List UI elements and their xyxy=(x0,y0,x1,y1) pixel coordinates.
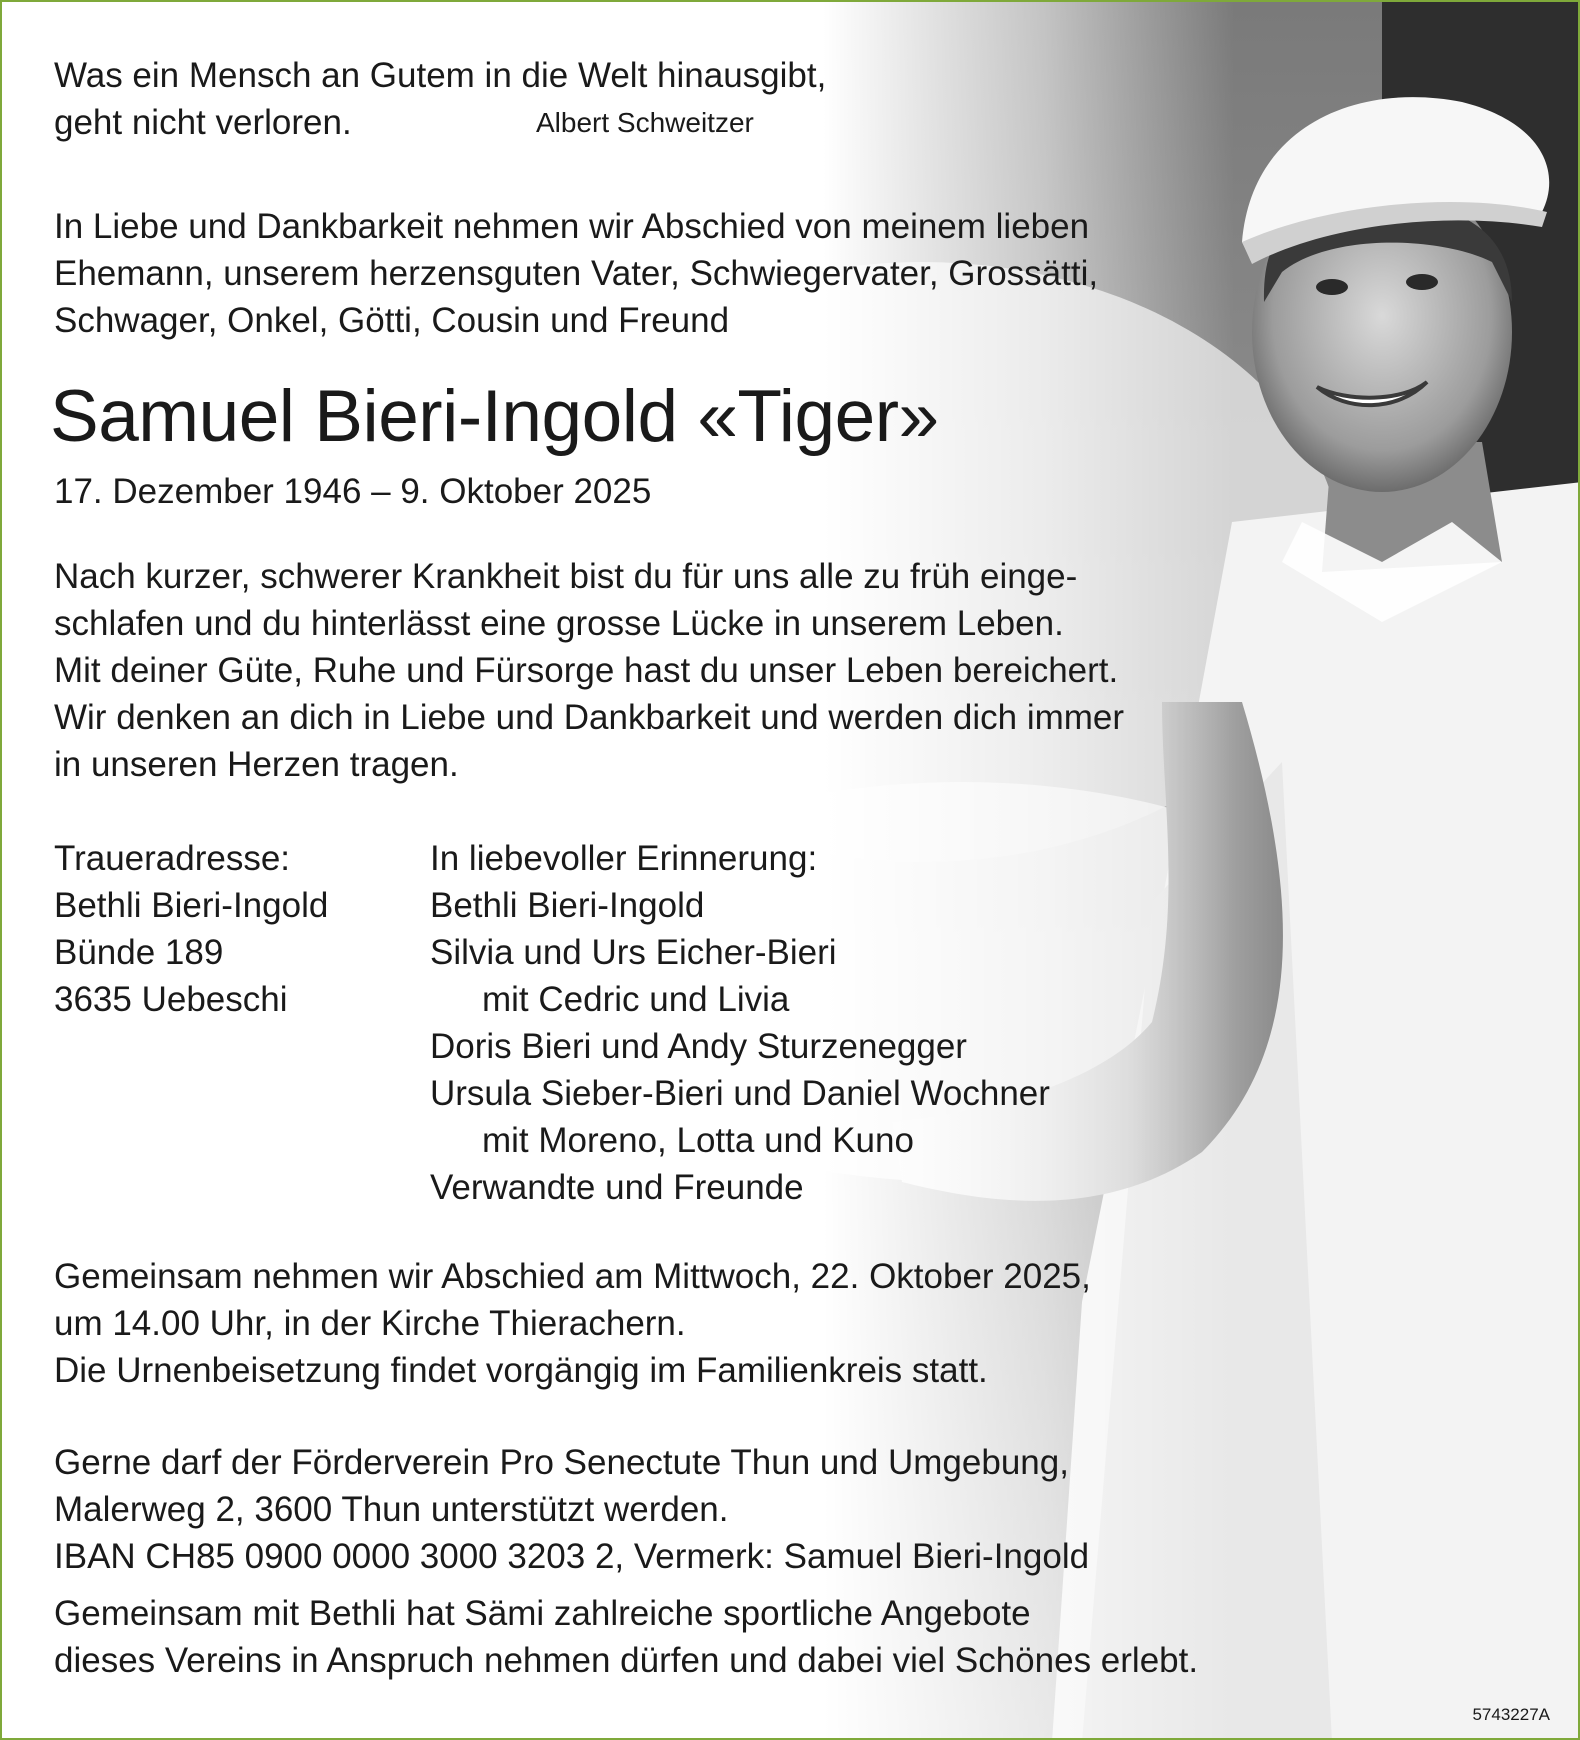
mourner-line: Verwandte und Freunde xyxy=(430,1168,804,1207)
mourner-line: mit Moreno, Lotta und Kuno xyxy=(482,1121,914,1160)
mourner-line: Bethli Bieri-Ingold xyxy=(430,886,705,925)
life-dates: 17. Dezember 1946 – 9. Oktober 2025 xyxy=(54,472,652,511)
tribute-line: in unseren Herzen tragen. xyxy=(54,745,459,784)
donation-line: IBAN CH85 0900 0000 3000 3203 2, Vermerk: Samuel Bieri-Ingold xyxy=(54,1537,1090,1576)
service-info xyxy=(54,1253,1091,1394)
closing-line: Gemeinsam mit Bethli hat Sämi zahlreiche sportliche Angebote xyxy=(54,1594,1031,1633)
mourners-heading: In liebevoller Erinnerung: xyxy=(430,839,818,878)
address-heading: Traueradresse: xyxy=(54,839,291,878)
service-line: Die Urnenbeisetzung findet vorgängig im Familienkreis statt. xyxy=(54,1351,988,1390)
quote-line: geht nicht verloren. xyxy=(54,103,352,142)
intro-line: Ehemann, unserem herzensguten Vater, Schwiegervater, Grossätti, xyxy=(54,254,1099,293)
intro-text xyxy=(54,203,1098,344)
obituary-text xyxy=(2,2,1580,1740)
donation-line: Gerne darf der Förderverein Pro Senectute Thun und Umgebung, xyxy=(54,1443,1069,1482)
address-line: Bünde 189 xyxy=(54,933,224,972)
closing-text xyxy=(54,1590,1198,1684)
reference-number: 5743227A xyxy=(1472,1705,1550,1724)
closing-line: dieses Vereins in Anspruch nehmen dürfen und dabei viel Schönes erlebt. xyxy=(54,1641,1199,1680)
donation-line: Malerweg 2, 3600 Thun unterstützt werden. xyxy=(54,1490,729,1529)
intro-line: Schwager, Onkel, Götti, Cousin und Freund xyxy=(54,301,730,340)
mourners-list xyxy=(430,835,1050,1211)
tribute-line: Nach kurzer, schwerer Krankheit bist du für uns alle zu früh einge- xyxy=(54,557,1078,596)
address-line: Bethli Bieri-Ingold xyxy=(54,886,329,925)
service-line: um 14.00 Uhr, in der Kirche Thierachern. xyxy=(54,1304,686,1343)
quote-author: Albert Schweitzer xyxy=(536,107,754,138)
mourner-line: Silvia und Urs Eicher-Bieri xyxy=(430,933,837,972)
tribute-line: Mit deiner Güte, Ruhe und Fürsorge hast du unser Leben bereichert. xyxy=(54,651,1119,690)
deceased-name: Samuel Bieri-Ingold «Tiger» xyxy=(50,376,939,457)
mourner-line: Ursula Sieber-Bieri und Daniel Wochner xyxy=(430,1074,1050,1113)
mourner-line: Doris Bieri und Andy Sturzenegger xyxy=(430,1027,967,1066)
tribute-line: schlafen und du hinterlässt eine grosse Lücke in unserem Leben. xyxy=(54,604,1064,643)
mourner-line: mit Cedric und Livia xyxy=(482,980,790,1019)
donation-info xyxy=(54,1439,1089,1580)
quote-line: Was ein Mensch an Gutem in die Welt hinausgibt, xyxy=(54,56,827,95)
service-line: Gemeinsam nehmen wir Abschied am Mittwoch, 22. Oktober 2025, xyxy=(54,1257,1091,1296)
mourning-address xyxy=(54,835,328,1023)
tribute-text xyxy=(54,553,1124,788)
tribute-line: Wir denken an dich in Liebe und Dankbarkeit und werden dich immer xyxy=(54,698,1125,737)
intro-line: In Liebe und Dankbarkeit nehmen wir Abschied von meinem lieben xyxy=(54,207,1090,246)
address-line: 3635 Uebeschi xyxy=(54,980,288,1019)
